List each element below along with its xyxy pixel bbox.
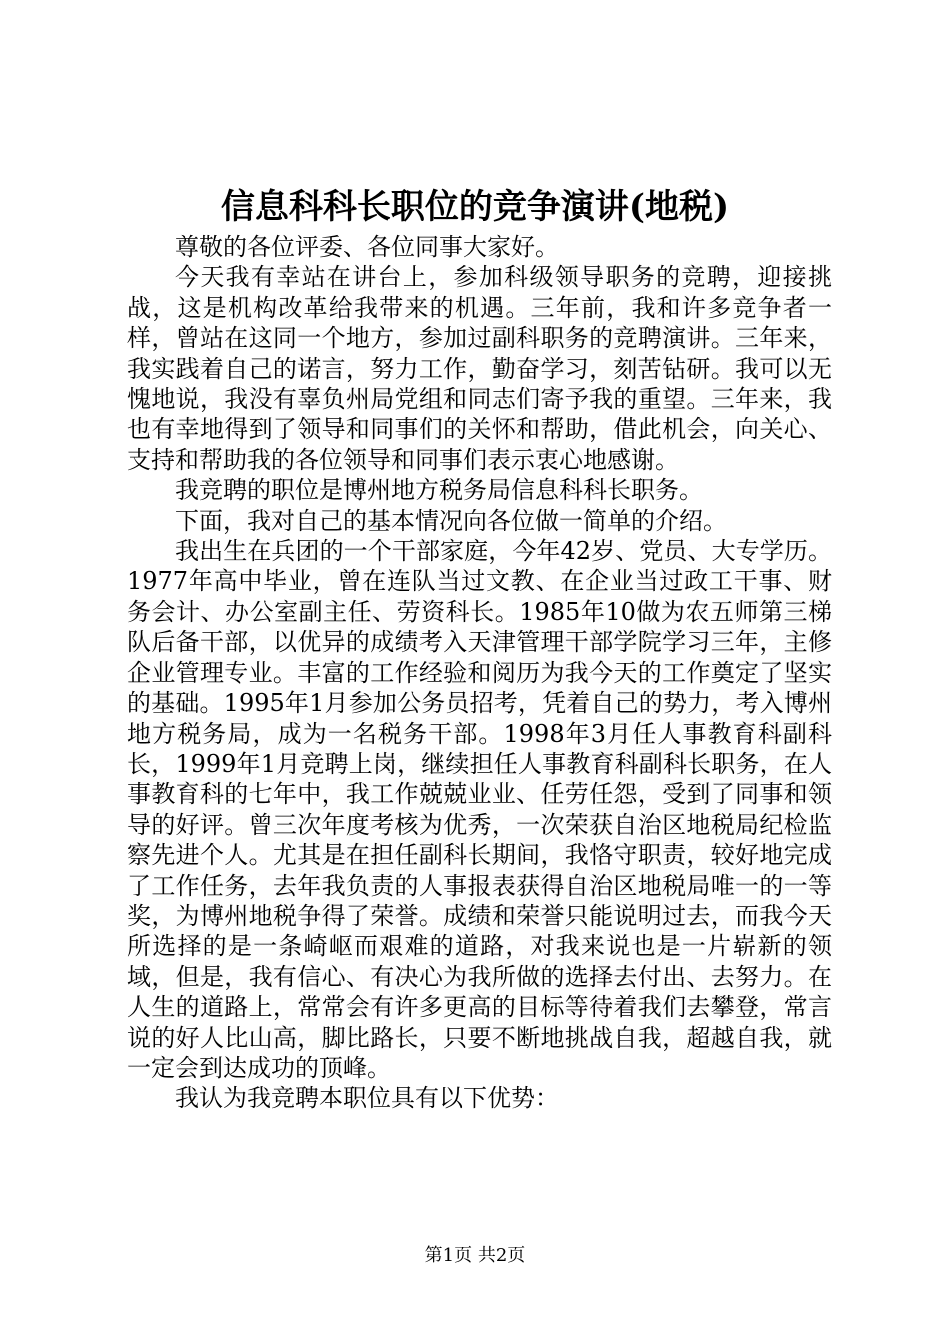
paragraph-advantages: 我认为我竞聘本职位具有以下优势： <box>175 1084 559 1113</box>
paragraph-opening: 今天我有幸站在讲台上，参加科级领导职务的竞聘，迎接挑战，这是机构改革给我带来的机遇。三年前，我和许多竞争者一样，曾站在这同一个地方，参加过副科职务的竞聘演讲。三年来，我实践着自己的诺言，努力工作，勤奋学习，刻苦钻研。我可以无愧地说，我没有辜负州局党组和同志们寄予我的重望。三年来，我也有幸地得到了领导和同事们的关怀和帮助，借此机会，向关心、支持和帮助我的各位领导和同事们表示衷心地感谢。 <box>127 263 832 474</box>
paragraph-greeting: 尊敬的各位评委、各位同事大家好。 <box>175 233 559 261</box>
document-body <box>127 232 832 1114</box>
page-number-footer: 第1页 共2页 <box>424 1245 526 1266</box>
paragraph-background: 我出生在兵团的一个干部家庭，今年42岁、党员、大专学历。1977年高中毕业，曾在连队当过文教、在企业当过政工干事、财务会计、办公室副主任、劳资科长。1985年10做为农五师第三梯队后备干部，以优异的成绩考入天津管理干部学院学习三年，主修企业管理专业。丰富的工作经验和阅历为我今天的工作奠定了坚实的基础。1995年1月参加公务员招考，凭着自己的势力，考入博州地方税务局，成为一名税务干部。1998年3月任人事教育科副科长，1999年1月竞聘上岗，继续担任人事教育科副科长职务，在人事教育科的七年中，我工作兢兢业业、任劳任怨，受到了同事和领导的好评。曾三次年度考核为优秀，一次荣获自治区地税局纪检监察先进个人。尤其是在担任副科长期间，我恪守职责，较好地完成了工作任务，去年我负责的人事报表获得自治区地税局唯一的一等奖，为博州地税争得了荣誉。成绩和荣誉只能说明过去，而我今天所选择的是一条崎岖而艰难的道路，对我来说也是一片崭新的领域，但是，我有信心、有决心为我所做的选择去付出、去努力。在人生的道路上，常常会有许多更高的目标等待着我们去攀登，常言说的好人比山高，脚比路长，只要不断地挑战自我，超越自我，就一定会到达成功的顶峰。 <box>127 537 832 1082</box>
paragraph-position: 我竞聘的职位是博州地方税务局信息科科长职务。 <box>175 476 703 505</box>
document-title: 信息科科长职位的竞争演讲(地税) <box>220 187 730 227</box>
paragraph-intro: 下面，我对自己的基本情况向各位做一简单的介绍。 <box>175 506 727 535</box>
